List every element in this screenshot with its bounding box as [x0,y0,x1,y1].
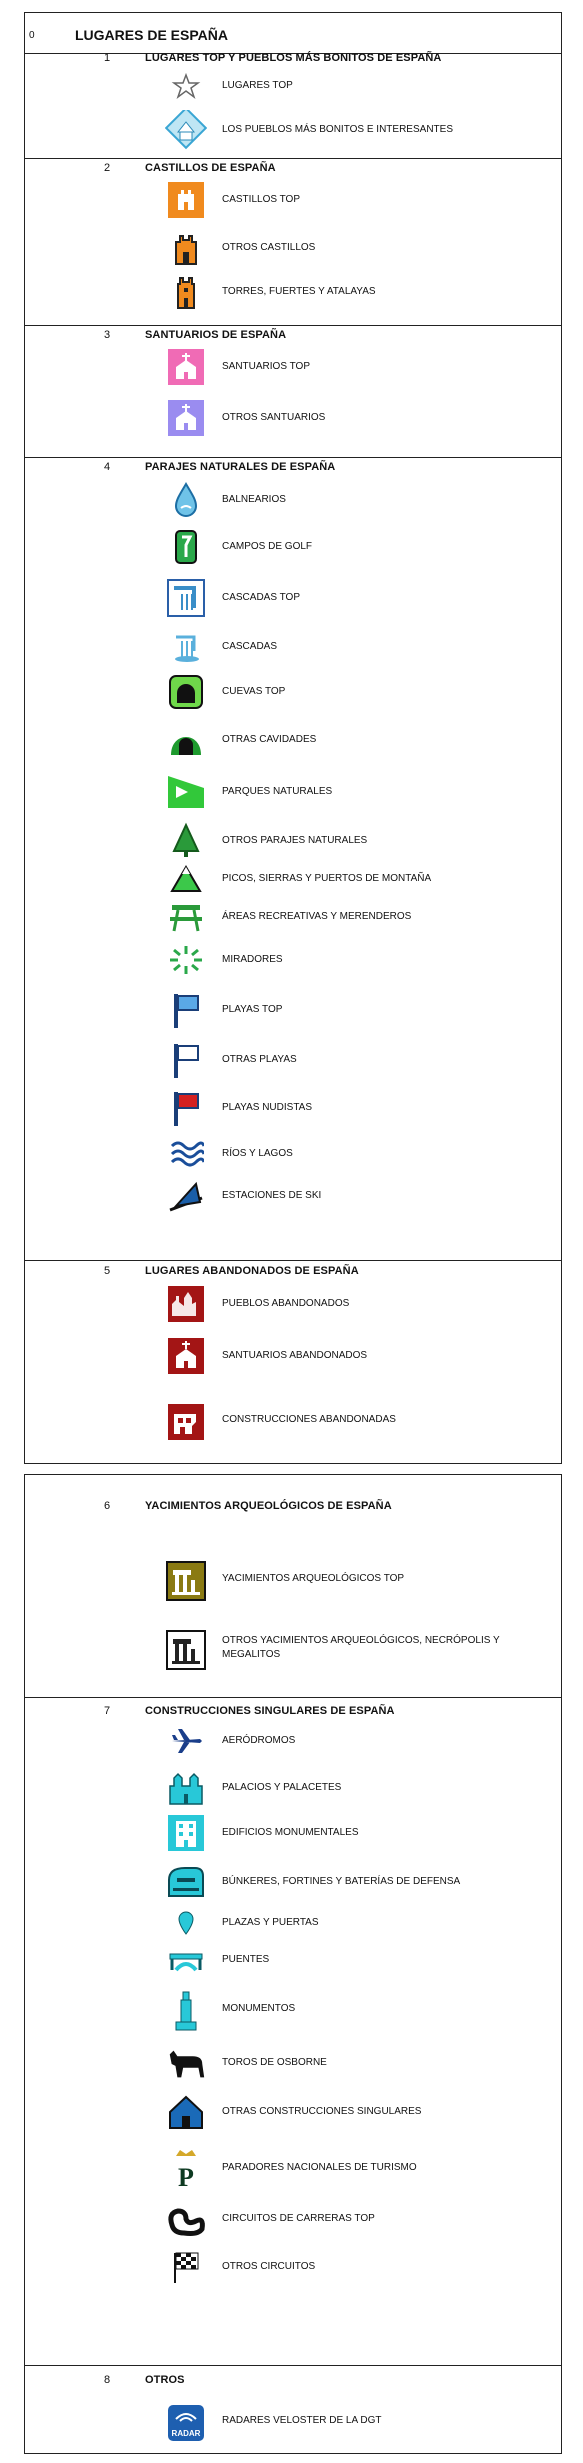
bunker-icon [164,1862,208,1902]
list-item [120,578,530,618]
item-label: RADARES VELOSTER DE LA DGT [222,2415,382,2426]
list-item [120,2044,530,2082]
list-item [120,864,530,894]
item-label: MONUMENTOS [222,2003,296,2014]
section-divider [24,158,562,159]
castle-top-icon [164,180,208,220]
cave-top-icon [164,674,208,710]
section-title: PARAJES NATURALES DE ESPAÑA [145,461,336,473]
item-label: MIRADORES [222,954,283,965]
list-item [120,630,530,664]
item-label: OTROS SANTUARIOS [222,412,326,423]
radar-icon-text: RADAR [171,2429,201,2438]
radar-icon [164,2400,208,2446]
item-label: CASCADAS [222,641,278,652]
abandoned-building-icon [164,1399,208,1445]
circuit-icon [164,2198,208,2240]
item-label: RÍOS Y LAGOS [222,1148,293,1159]
section-title: SANTUARIOS DE ESPAÑA [145,329,287,341]
section-number: 4 [104,461,111,473]
section-number: 1 [104,52,111,64]
golf-icon [164,527,208,567]
viewpoint-icon [164,940,208,980]
header-num: 0 [29,30,35,41]
park-flag-icon [164,772,208,812]
list-item [120,900,530,934]
ruins-top-icon [164,1558,208,1604]
list-item [120,1624,530,1672]
list-item [120,772,530,812]
airplane-icon [164,1724,208,1758]
tower-icon [164,272,208,312]
section-number: 2 [104,162,111,174]
section-number: 8 [104,2374,111,2386]
item-label: OTROS YACIMIENTOS ARQUEOLÓGICOS, NECRÓPOLIS Y MEGALITOS [222,1635,500,1660]
item-label: ÁREAS RECREATIVAS Y MERENDEROS [222,911,412,922]
svg-text:P: P [178,2163,194,2192]
house-icon [164,2092,208,2132]
item-label: TORRES, FUERTES Y ATALAYAS [222,286,376,297]
building-icon [164,1812,208,1854]
pin-icon [164,1908,208,1938]
item-label: TOROS DE OSBORNE [222,2057,327,2068]
cave-icon [164,720,208,760]
bull-icon [164,2044,208,2082]
item-label: PARADORES NACIONALES DE TURISMO [222,2162,417,2173]
waterfall-top-icon [164,578,208,618]
list-item [120,674,530,710]
list-item [120,1908,530,1938]
parador-icon [164,2147,208,2191]
abandoned-village-icon [164,1284,208,1324]
list-item [120,480,530,520]
ski-icon [164,1178,208,1214]
beach-flag-icon [164,1040,208,1080]
list-item [120,1724,530,1758]
list-item [120,2398,530,2444]
picnic-table-icon [164,900,208,934]
section-number: 6 [104,1500,111,1512]
item-label: OTRAS CONSTRUCCIONES SINGULARES [222,2106,422,2117]
list-item [120,1178,530,1214]
list-item [120,1090,530,1126]
item-label: PUEBLOS ABANDONADOS [222,1298,350,1309]
list-item [120,1284,530,1324]
item-label: PLAYAS NUDISTAS [222,1102,313,1113]
item-label: CUEVAS TOP [222,686,286,697]
list-item [120,1862,530,1902]
section-divider [24,457,562,458]
sanctuary-icon [164,398,208,438]
item-label: PICOS, SIERRAS Y PUERTOS DE MONTAÑA [222,873,432,884]
section-number: 7 [104,1705,111,1717]
section-divider [24,1697,562,1698]
list-item [120,1136,530,1172]
list-item [120,72,530,100]
item-label: OTROS CIRCUITOS [222,2261,316,2272]
list-item [120,347,530,387]
item-label: PLAYAS TOP [222,1004,283,1015]
list-item [120,228,530,268]
section-divider [24,2365,562,2366]
list-item [120,1768,530,1808]
item-label: CONSTRUCCIONES ABANDONADAS [222,1414,396,1425]
list-item [120,1944,530,1976]
item-label: PLAZAS Y PUERTAS [222,1917,319,1928]
checkered-flag-icon [164,2250,208,2284]
abandoned-sanctuary-icon [164,1336,208,1376]
section-number: 3 [104,329,111,341]
section-title: OTROS [145,2374,185,2386]
waves-icon [164,1136,208,1172]
bridge-icon [164,1944,208,1976]
list-item [120,990,530,1030]
list-item [120,1986,530,2032]
list-item [120,2146,530,2190]
item-label: AERÓDROMOS [222,1735,296,1746]
item-label: CIRCUITOS DE CARRERAS TOP [222,2213,375,2224]
list-item [120,2198,530,2240]
list-item [120,110,530,150]
page-title: LUGARES DE ESPAÑA [75,27,228,43]
list-item [120,2092,530,2132]
section-divider [24,1260,562,1261]
item-label: SANTUARIOS ABANDONADOS [222,1350,368,1361]
palace-icon [164,1768,208,1808]
list-item [120,1396,530,1444]
list-item [120,527,530,567]
list-item [120,180,530,220]
item-label: CASCADAS TOP [222,592,300,603]
section-number: 5 [104,1265,111,1277]
item-label: LOS PUEBLOS MÁS BONITOS E INTERESANTES [222,124,453,135]
list-item [120,1040,530,1080]
list-item [120,2250,530,2284]
ruins-icon [164,1627,208,1673]
list-item [120,940,530,980]
red-flag-icon [164,1090,208,1126]
list-item [120,720,530,760]
section-title: LUGARES ABANDONADOS DE ESPAÑA [145,1265,359,1277]
waterfall-icon [164,630,208,664]
list-item [120,824,530,858]
beach-flag-top-icon [164,990,208,1030]
mountain-icon [164,864,208,894]
item-label: OTROS PARAJES NATURALES [222,835,368,846]
item-label: BÚNKERES, FORTINES Y BATERÍAS DE DEFENSA [222,1876,461,1887]
item-label: EDIFICIOS MONUMENTALES [222,1827,359,1838]
item-label: OTRAS CAVIDADES [222,734,317,745]
section-title: CONSTRUCCIONES SINGULARES DE ESPAÑA [145,1705,395,1717]
item-label: YACIMIENTOS ARQUEOLÓGICOS TOP [222,1573,405,1584]
spa-drop-icon [164,480,208,520]
tree-icon [164,824,208,858]
castle-icon [164,228,208,268]
item-label: SANTUARIOS TOP [222,361,310,372]
village-badge-icon [164,110,208,150]
item-label: PALACIOS Y PALACETES [222,1782,342,1793]
list-item [120,1556,530,1602]
sanctuary-top-icon [164,347,208,387]
item-label: CASTILLOS TOP [222,194,300,205]
item-label: OTROS CASTILLOS [222,242,316,253]
item-label: PARQUES NATURALES [222,786,333,797]
list-item [120,272,530,312]
item-label: CAMPOS DE GOLF [222,541,313,552]
section-divider [24,325,562,326]
star-outline-icon [164,72,208,100]
item-label: PUENTES [222,1954,270,1965]
item-label: OTRAS PLAYAS [222,1054,297,1065]
section-title: YACIMIENTOS ARQUEOLÓGICOS DE ESPAÑA [145,1500,392,1512]
item-label: ESTACIONES DE SKI [222,1190,322,1201]
monument-icon [164,1988,208,2034]
list-item [120,1336,530,1376]
list-item [120,1812,530,1854]
section-title: LUGARES TOP Y PUEBLOS MÁS BONITOS DE ESPAÑA [145,52,442,64]
item-label: LUGARES TOP [222,80,293,91]
list-item [120,398,530,438]
section-title: CASTILLOS DE ESPAÑA [145,162,276,174]
item-label: BALNEARIOS [222,494,286,505]
